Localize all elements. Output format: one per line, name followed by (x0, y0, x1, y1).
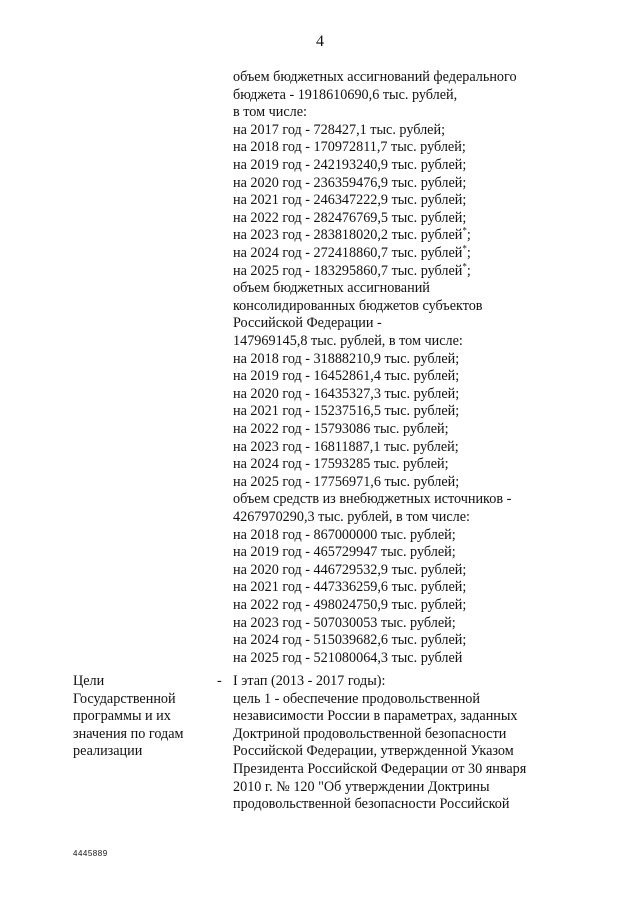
funding-line: на 2024 год - 272418860,7 тыс. рублей*; (233, 243, 471, 261)
funding-line: на 2024 год - 515039682,6 тыс. рублей; (233, 632, 467, 649)
goal-line: 2010 г. № 120 "Об утверждении Доктрины (233, 778, 490, 795)
goal-line: I этап (2013 - 2017 годы): (233, 673, 386, 689)
funding-line: на 2021 год - 246347222,9 тыс. рублей; (233, 192, 467, 209)
goal-line: цель 1 - обеспечение продовольственной (233, 690, 480, 707)
goals-label-line: значения по годам (73, 725, 184, 742)
funding-line: на 2023 год - 507030053 тыс. рублей; (233, 614, 456, 631)
funding-line: на 2023 год - 16811887,1 тыс. рублей; (233, 438, 459, 455)
funding-line: 4267970290,3 тыс. рублей, в том числе: (233, 509, 470, 525)
goal-line: продовольственной безопасности Российской (233, 796, 510, 813)
funding-line: на 2019 год - 465729947 тыс. рублей; (233, 544, 456, 561)
footnote-asterisk: * (462, 243, 467, 254)
funding-line: бюджета - 1918610690,6 тыс. рублей, (233, 86, 458, 103)
funding-line: на 2025 год - 521080064,3 тыс. рублей (233, 649, 463, 666)
goals-label-line: реализации (73, 743, 143, 760)
goals-label-line: Государственной (73, 690, 176, 707)
funding-line: на 2022 год - 282476769,5 тыс. рублей; (233, 209, 467, 226)
goals-label-line: программы и их (73, 708, 171, 725)
funding-line: объем бюджетных ассигнований (233, 280, 430, 297)
funding-line: на 2024 год - 17593285 тыс. рублей; (233, 456, 449, 473)
funding-line: Российской Федерации - (233, 315, 382, 332)
funding-line: на 2025 год - 183295860,7 тыс. рублей*; (233, 260, 471, 279)
separator-dash: - (217, 673, 222, 689)
funding-line: на 2018 год - 31888210,9 тыс. рублей; (233, 350, 460, 367)
funding-line: на 2021 год - 15237516,5 тыс. рублей; (233, 403, 460, 420)
funding-line: на 2020 год - 236359476,9 тыс. рублей; (233, 174, 467, 191)
funding-line: в том числе: (233, 104, 307, 121)
funding-line: на 2021 год - 447336259,6 тыс. рублей; (233, 579, 467, 596)
page-number: 4 (316, 33, 324, 50)
funding-line: на 2017 год - 728427,1 тыс. рублей; (233, 121, 446, 138)
goal-line: Российской Федерации, утвержденной Указом (233, 743, 514, 760)
funding-line: на 2020 год - 16435327,3 тыс. рублей; (233, 385, 460, 402)
footnote-asterisk: * (462, 225, 467, 236)
document-code: 4445889 (73, 849, 108, 858)
funding-line: на 2019 год - 242193240,9 тыс. рублей; (233, 157, 467, 173)
funding-line: объем бюджетных ассигнований федерального (233, 69, 517, 85)
funding-line: на 2018 год - 170972811,7 тыс. рублей; (233, 139, 466, 156)
funding-line: на 2022 год - 15793086 тыс. рублей; (233, 421, 449, 437)
funding-line: на 2019 год - 16452861,4 тыс. рублей; (233, 368, 460, 385)
goal-line: Президента Российской Федерации от 30 января (233, 761, 527, 777)
goal-line: Доктриной продовольственной безопасности (233, 725, 507, 742)
funding-line: на 2020 год - 446729532,9 тыс. рублей; (233, 561, 467, 578)
funding-line: 147969145,8 тыс. рублей, в том числе: (233, 333, 463, 349)
funding-line: объем средств из внебюджетных источников - (233, 491, 512, 508)
funding-line: консолидированных бюджетов субъектов (233, 297, 483, 314)
funding-line: на 2018 год - 867000000 тыс. рублей; (233, 526, 456, 543)
goal-line: независимости России в параметрах, заданных (233, 708, 518, 725)
funding-line: на 2022 год - 498024750,9 тыс. рублей; (233, 597, 467, 613)
funding-line: на 2023 год - 283818020,2 тыс. рублей*; (233, 225, 471, 244)
goals-label-line: Цели (73, 673, 105, 689)
funding-line: на 2025 год - 17756971,6 тыс. рублей; (233, 473, 460, 490)
footnote-asterisk: * (462, 260, 467, 271)
